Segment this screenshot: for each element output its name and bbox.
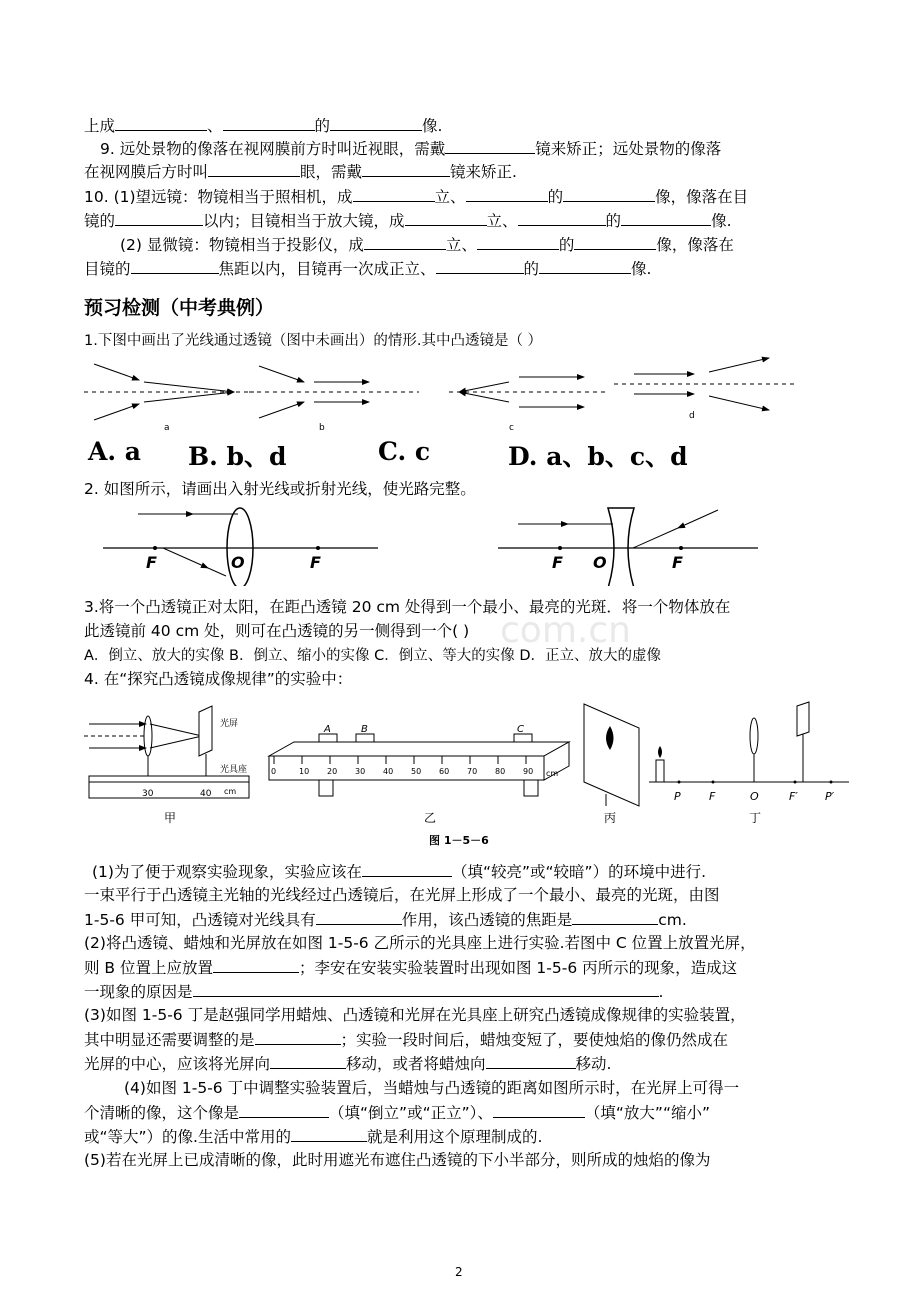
q4-part1-line2: 一束平行于凸透镜主光轴的光线经过凸透镜后，在光屏上形成了一个最小、最亮的光斑，由图 [84, 886, 720, 904]
question-3-options: A．倒立、放大的实像 B．倒立、缩小的实像 C．倒立、等大的实像 D．正立、放大的虚像 [84, 648, 661, 664]
q4-part2: (2)将凸透镜、蜡烛和光屏放在如图 1-5-6 乙所示的光具座上进行实验.若图中 C 位置上放置光屏， [84, 934, 756, 952]
watermark: com.cn [500, 610, 631, 651]
ruler-tick-label: 50 [411, 767, 422, 776]
text: 的 [558, 236, 575, 254]
unit: cm [546, 769, 559, 778]
light-screen [199, 706, 212, 756]
ruler-tick-label: 40 [383, 767, 394, 776]
blank[interactable] [539, 257, 631, 274]
q4-part5: (5)若在光屏上已成清晰的像，此时用遮光布遮住凸透镜的下小半部分，则所成的烛焰的像为 [84, 1151, 711, 1169]
figure-ding [649, 702, 849, 825]
label-F: F [709, 790, 716, 803]
q2-figures [98, 500, 768, 586]
q4-part4: (4)如图 1-5-6 丁中调整实验装置后，当蜡烛与凸透镜的距离如图所示时，在光屏上可得一 [124, 1079, 740, 1097]
blank[interactable] [115, 114, 207, 131]
fig-label: d [689, 411, 695, 421]
center-label: O [231, 553, 245, 572]
label-F-prime: F′ [789, 790, 798, 803]
text: ；李安在安装实验装置时出现如图 1-5-6 丙所示的现象，造成这 [299, 959, 738, 977]
text: （填“放大”“缩小” [584, 1104, 711, 1122]
label-C: C [517, 724, 524, 735]
q4-figures [84, 698, 854, 848]
blank[interactable] [621, 209, 711, 226]
blank[interactable] [436, 257, 524, 274]
text: 镜来矫正；远处景物的像落 [535, 140, 722, 158]
focus-label: F [672, 553, 683, 572]
figure-bing [584, 704, 639, 825]
blank[interactable] [466, 185, 548, 202]
text: 作用，该凸透镜的焦距是 [401, 911, 573, 929]
ruler-tick-label: 90 [523, 767, 534, 776]
text: 的 [523, 260, 540, 278]
text: 1-5-6 甲可知，凸透镜对光线具有 [84, 911, 316, 929]
text: 就是利用这个原理制成的. [367, 1128, 543, 1146]
tick-30: 30 [142, 789, 154, 799]
option-b[interactable]: B. b、d [188, 442, 287, 471]
blank[interactable] [486, 1052, 576, 1069]
text: 的 [605, 212, 622, 230]
section-title: 预习检测（中考典例） [84, 297, 275, 319]
q4-part1-line3 [84, 908, 687, 931]
ruler-tick-label: 30 [355, 767, 366, 776]
figure-a [84, 364, 254, 433]
center-label: O [593, 553, 607, 572]
unit: cm [224, 787, 237, 796]
blank[interactable] [270, 1052, 346, 1069]
q4-part2-line3 [84, 980, 663, 1003]
option-a[interactable]: A. a [88, 437, 142, 466]
text: 眼，需戴 [300, 163, 363, 181]
fig-label: c [509, 423, 514, 433]
question-3-line2: 此透镜前 40 cm 处，则可在凸透镜的另一侧得到一个( ) [84, 622, 470, 640]
text: (1)为了便于观察实验现象，实验应该在 [92, 863, 362, 881]
blank[interactable] [193, 980, 659, 997]
text: (2) 显微镜：物镜相当于投影仪，成 [120, 236, 364, 254]
text: 立、 [434, 188, 466, 206]
light-screen [797, 702, 809, 736]
blank[interactable] [362, 860, 452, 877]
ruler-tick-label: 10 [299, 767, 310, 776]
text: 个清晰的像，这个像是 [84, 1104, 240, 1122]
question-4: 4. 在“探究凸透镜成像规律”的实验中： [84, 670, 353, 688]
blank[interactable] [291, 1125, 367, 1142]
question-3-line1: 3.将一个凸透镜正对太阳，在距凸透镜 20 cm 处得到一个最小、最亮的光斑．将一个物体放在 [84, 598, 731, 616]
text: 则 B 位置上应放置 [84, 959, 213, 977]
text: 立、 [445, 236, 477, 254]
text: 、 [207, 117, 223, 135]
blank[interactable] [445, 137, 535, 154]
text: 像. [711, 212, 732, 230]
text: ；实验一段时间后，蜡烛变短了，要使烛焰的像仍然成在 [340, 1031, 729, 1049]
figure-yi [269, 724, 569, 825]
lens-ray-figures [84, 352, 804, 434]
blank[interactable] [213, 956, 299, 973]
candle [656, 760, 664, 782]
text: 移动. [575, 1055, 612, 1073]
label-bench: 光具座 [220, 765, 248, 775]
question-1: 1.下图中画出了光线通过透镜（图中未画出）的情形.其中凸透镜是（ ） [84, 333, 543, 349]
focus-label: F [146, 553, 157, 572]
ruler-tick-label: 80 [495, 767, 506, 776]
blank[interactable] [239, 1101, 329, 1118]
blank[interactable] [316, 908, 402, 925]
blank[interactable] [477, 233, 559, 250]
text: 镜的 [84, 212, 116, 230]
question-10-2 [120, 233, 734, 256]
question-10 [84, 185, 748, 208]
page-number: 2 [455, 1265, 463, 1279]
blank[interactable] [330, 114, 422, 131]
q4-part2-line2 [84, 956, 737, 979]
focus-label: F [552, 553, 563, 572]
figure-jia [84, 706, 249, 825]
question-2: 2. 如图所示，请画出入射光线或折射光线，使光路完整。 [84, 480, 476, 498]
blank[interactable] [362, 160, 450, 177]
blank[interactable] [208, 160, 300, 177]
label-B: B [361, 724, 368, 735]
blank[interactable] [353, 185, 435, 202]
q4-part3-line3 [84, 1052, 611, 1075]
question-9-cont [84, 160, 517, 183]
blank[interactable] [223, 114, 315, 131]
q4-part3-line2 [84, 1028, 728, 1051]
figure-b [249, 366, 419, 433]
label-screen: 光屏 [220, 719, 239, 729]
text: 像. [631, 260, 652, 278]
text: 9. 远处景物的像落在视网膜前方时叫近视眼，需戴 [100, 140, 446, 158]
candle-flame-icon [658, 746, 662, 758]
text: 其中明显还需要调整的是 [84, 1031, 255, 1049]
ruler-tick-label: 0 [271, 767, 277, 776]
q4-part4-line2 [84, 1101, 710, 1124]
text: 的 [314, 117, 331, 135]
ruler-tick-label: 20 [327, 767, 338, 776]
blank[interactable] [493, 1101, 585, 1118]
blank[interactable] [563, 185, 655, 202]
concave-lens [608, 508, 634, 586]
tick-40: 40 [200, 789, 212, 799]
focus-label: F [310, 553, 321, 572]
question-9 [100, 137, 721, 160]
fig-label: b [319, 423, 325, 433]
text: 一现象的原因是 [84, 983, 193, 1001]
blank[interactable] [574, 233, 656, 250]
text: 光屏的中心，应该将光屏向 [84, 1055, 271, 1073]
ruler-tick-label: 70 [467, 767, 478, 776]
text: 像. [422, 117, 443, 135]
figure-caption: 图 1－5－6 [429, 834, 489, 847]
question-10-cont [84, 209, 732, 232]
question-10-2-cont [84, 257, 651, 280]
blank[interactable] [518, 209, 606, 226]
text: （填“倒立”或“正立”）、 [329, 1104, 493, 1122]
text: . [658, 983, 664, 1001]
text: 焦距以内，目镜再一次成正立、 [218, 260, 436, 278]
text: 镜来矫正. [450, 163, 517, 181]
text: 以内；目镜相当于放大镜，成 [203, 212, 405, 230]
label-O: O [750, 790, 759, 803]
text: 10. (1)望远镜：物镜相当于照相机，成 [84, 188, 353, 206]
text: 立、 [486, 212, 518, 230]
text: 像，像落在 [656, 236, 734, 254]
text: 在视网膜后方时叫 [84, 163, 209, 181]
ruler-tick-label: 60 [439, 767, 450, 776]
figure-c [449, 377, 609, 433]
blank[interactable] [115, 209, 203, 226]
text: 像，像落在目 [655, 188, 749, 206]
text: （填“较亮”或“较暗”）的环境中进行. [451, 863, 707, 881]
caption-jia: 甲 [164, 811, 177, 825]
blank[interactable] [255, 1028, 341, 1045]
blank[interactable] [364, 233, 446, 250]
caption-yi: 乙 [424, 811, 437, 825]
q4-part3: (3)如图 1-5-6 丁是赵强同学用蜡烛、凸透镜和光屏在光具座上研究凸透镜成像规律的实验装置， [84, 1006, 746, 1024]
label-P: P [674, 790, 681, 803]
label-P-prime: P′ [825, 790, 835, 803]
option-d[interactable]: D. a、b、c、d [508, 442, 688, 471]
figure-d [614, 358, 794, 421]
text: 移动，或者将蜡烛向 [346, 1055, 486, 1073]
blank[interactable] [572, 908, 658, 925]
text: 的 [547, 188, 564, 206]
fig-label: a [164, 423, 170, 433]
caption-ding: 丁 [749, 811, 762, 825]
q4-part4-line3 [84, 1125, 542, 1148]
blank[interactable] [405, 209, 487, 226]
text: 上成 [84, 117, 116, 135]
option-c[interactable]: C. c [378, 437, 431, 466]
text: 目镜的 [84, 260, 131, 278]
text: 或“等大”）的像.生活中常用的 [84, 1128, 291, 1146]
convex-lens [227, 508, 253, 586]
text: cm. [658, 911, 687, 929]
blank[interactable] [131, 257, 219, 274]
line-1 [84, 114, 442, 137]
q4-part1 [92, 860, 706, 883]
label-A: A [324, 724, 331, 735]
caption-bing: 丙 [604, 811, 617, 825]
